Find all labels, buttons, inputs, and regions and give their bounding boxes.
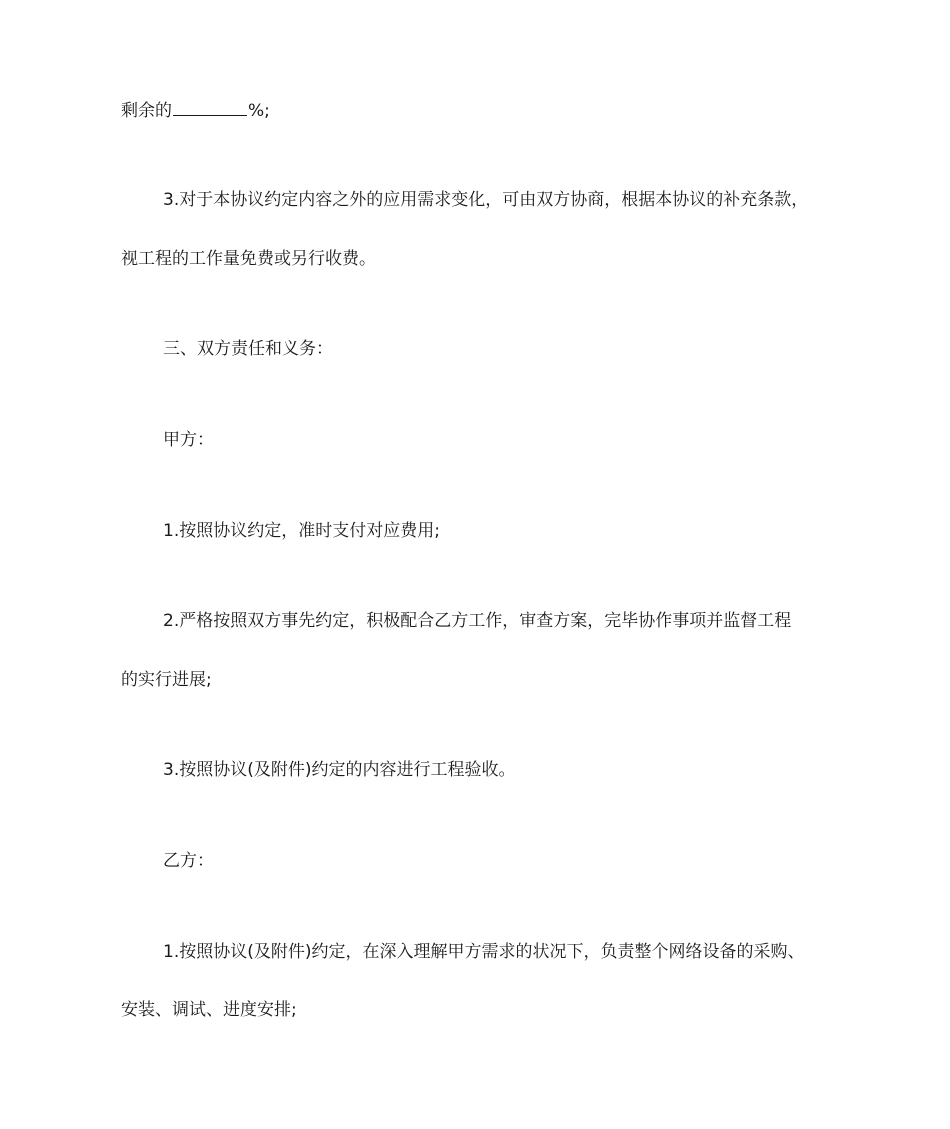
percent-blank [173, 98, 247, 116]
remaining-prefix: 剩余的 [121, 101, 172, 121]
section-3-heading: 三、双方责任和义务： [163, 339, 333, 359]
party-b-item-1-line-2: 安装、调试、进度安排; [121, 1000, 297, 1020]
party-b-item-1-line-1: 1.按照协议(及附件)约定，在深入理解甲方需求的状况下，负责整个网络设备的采购、 [163, 942, 805, 962]
remaining-percent-line [121, 98, 841, 123]
remaining-suffix: %; [248, 101, 270, 121]
party-a-heading: 甲方： [163, 430, 214, 450]
party-a-item-3: 3.按照协议(及附件)约定的内容进行工程验收。 [163, 760, 516, 780]
party-a-item-2-line-2: 的实行进展; [121, 670, 212, 690]
party-b-heading: 乙方： [163, 851, 214, 871]
party-a-item-1: 1.按照协议约定，准时支付对应费用; [163, 521, 440, 541]
party-a-item-2-line-1: 2.严格按照双方事先约定，积极配合乙方工作，审查方案，完毕协作事项并监督工程 [163, 611, 792, 631]
clause-3-line-2: 视工程的工作量免费或另行收费。 [121, 249, 376, 269]
clause-3-line-1: 3.对于本协议约定内容之外的应用需求变化，可由双方协商，根据本协议的补充条款， [163, 190, 809, 210]
